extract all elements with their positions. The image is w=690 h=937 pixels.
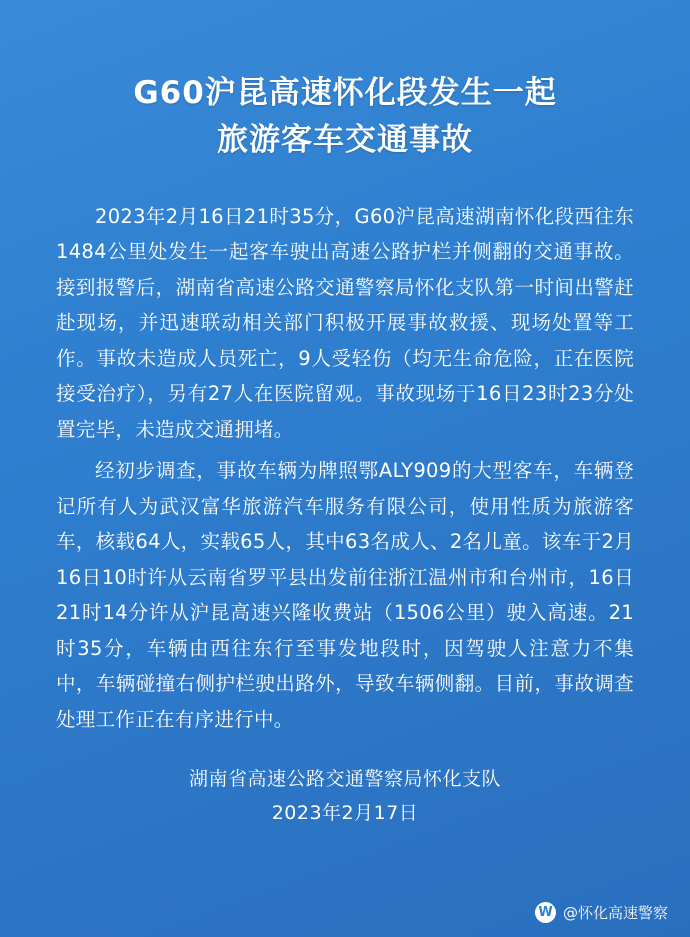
weibo-icon: W — [535, 902, 556, 923]
signature-organization: 湖南省高速公路交通警察局怀化支队 — [188, 768, 501, 791]
paragraph-1: 2023年2月16日21时35分，G60沪昆高速湖南怀化段西往东1484公里处发生一起客车驶出高速公路护栏并侧翻的交通事故。接到报警后，湖南省高速公路交通警察局怀化支队第一时间出警赶赴现场，并迅速联动相关部门积极开展事故救援、现场处置等工作。事故未造成人员死亡，9人受轻伤（均无生命危险，正在医院接受治疗），另有27人在医院留观。事故现场于16日23时23分处置完毕，未造成交通拥堵。 — [56, 205, 634, 441]
title-line-2: 旅游客车交通事故 — [217, 121, 473, 158]
paragraph-2: 经初步调查，事故车辆为牌照鄂ALY909的大型客车，车辆登记所有人为武汉富华旅游汽车服务有限公司，使用性质为旅游客车，核载64人，实载65人，其中63名成人、2名儿童。该车于2月16日10时许从云南省罗平县出发前往浙江温州市和台州市，16日21时14分许从沪昆高速兴隆收费站（1506公里）驶入高速。21时35分，车辆由西往东行至事发地段时，因驾驶人注意力不集中，车辆碰撞右侧护栏驶出路外，导致车辆侧翻。目前，事故调查处理工作正在有序进行中。 — [56, 459, 634, 731]
page-title — [0, 0, 690, 163]
footer-watermark — [535, 902, 668, 923]
title-line-1: G60沪昆高速怀化段发生一起 — [133, 75, 557, 111]
document-body — [0, 163, 690, 830]
account-name: @怀化高速警察 — [562, 904, 668, 922]
signature-date: 2023年2月17日 — [271, 801, 419, 824]
